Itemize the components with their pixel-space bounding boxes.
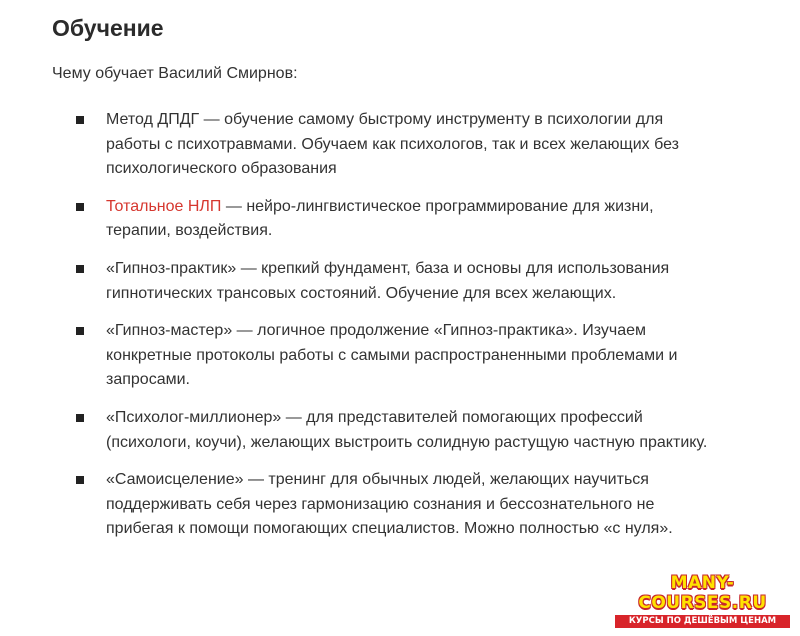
section-heading: Обучение xyxy=(52,15,164,41)
course-list xyxy=(52,108,712,555)
square-bullet-icon xyxy=(76,476,84,484)
watermark-title: MANY-COURSES.RU xyxy=(638,573,767,613)
list-item xyxy=(52,319,712,393)
list-item xyxy=(52,468,712,542)
list-item xyxy=(52,195,712,244)
square-bullet-icon xyxy=(76,265,84,273)
site-watermark xyxy=(615,573,790,628)
article-section xyxy=(52,12,752,86)
list-item-text: — нейро-лингвистическое программирование для жизни, терапии, воздействия. xyxy=(106,197,654,240)
list-item xyxy=(52,108,712,182)
list-item-text: «Гипноз-практик» — крепкий фундамент, база и основы для использования гипнотических трансовых состояний. Обучение для всех желающих. xyxy=(106,259,670,302)
intro-text: Чему обучает Василий Смирнов: xyxy=(52,65,298,82)
square-bullet-icon xyxy=(76,414,84,422)
total-nlp-link[interactable]: Тотальное НЛП xyxy=(106,197,222,215)
square-bullet-icon xyxy=(76,327,84,335)
square-bullet-icon xyxy=(76,116,84,124)
list-item xyxy=(52,257,712,306)
watermark-subtitle: КУРСЫ ПО ДЕШЁВЫМ ЦЕНАМ xyxy=(615,615,790,628)
list-item-text: «Психолог-миллионер» — для представителей помогающих профессий (психологи, коучи), желающих выстроить солидную растущую частную практику. xyxy=(106,408,708,451)
list-item-text: «Самоисцеление» — тренинг для обычных людей, желающих научиться поддерживать себя через гармонизацию сознания и бессознательного не прибегая к помощи помогающих специалистов. Можно полностью «с нуля». xyxy=(106,471,673,538)
list-item-text: «Гипноз-мастер» — логичное продолжение «Гипноз-практика». Изучаем конкретные протоколы работы с самыми распространенными проблемами и запросами. xyxy=(106,322,678,389)
list-item-text: Метод ДПДГ — обучение самому быстрому инструменту в психологии для работы с психотравмами. Обучаем как психологов, так и всех желающих без психологического образования xyxy=(106,111,679,178)
list-item xyxy=(52,406,712,455)
square-bullet-icon xyxy=(76,203,84,211)
